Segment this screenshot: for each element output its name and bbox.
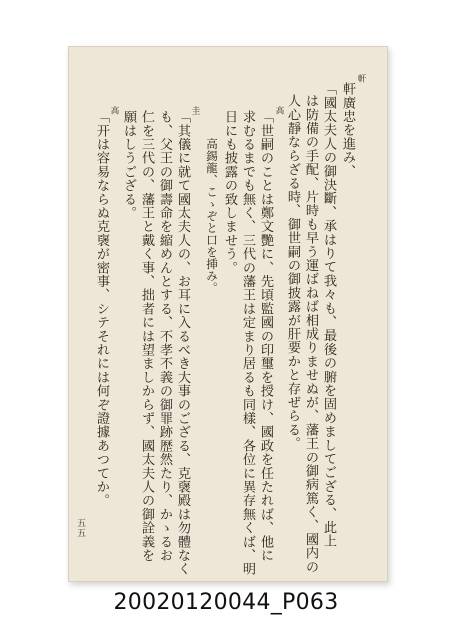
text-line-3: は防備の手配、片時も早う運ばねば相成りませぬが、藩王の御病篤く、國内の bbox=[303, 94, 318, 574]
speaker-tag: 軒 bbox=[356, 74, 366, 83]
text-line-1: 軒廣忠を進み、 bbox=[340, 82, 355, 178]
page-number: 五五 bbox=[75, 518, 85, 538]
text-line-11: 仁を三代の、藩王と戴く事、拙者には望ましからず、國太夫人の御詮義を bbox=[139, 110, 154, 563]
text-line-4: 人心靜ならざる時、御世嗣の御披露が肝要かと存ぜらる。 bbox=[285, 94, 300, 451]
text-line-8: 高錫龍、こゝぞと口を挿み。 bbox=[205, 138, 219, 294]
speaker-tag: 高 bbox=[274, 106, 284, 115]
text-line-12: 願はしうござる。 bbox=[121, 110, 136, 220]
text-line-5: 「世嗣のことは鄭文艷に、先頃監國の印璽を授け、國政を任たれば、他に bbox=[258, 110, 273, 563]
text-line-9: 「其儀に就て國太夫人の、お耳に入るべき大事のござる、克襃殿は勿體なく bbox=[175, 110, 190, 576]
text-line-2: 「國太夫人の御決斷、承はりて我々も、最後の腑を固めましてござる、此上 bbox=[321, 82, 336, 548]
book-page bbox=[68, 46, 388, 582]
speaker-tag: 高 bbox=[109, 106, 119, 115]
text-line-13: 「开は容易ならぬ克襃が密事、シテそれには何ぞ證據あつてか。 bbox=[94, 110, 109, 508]
text-line-6: 求むるまでも無く、三代の藩王は定まり居るも同樣、各位に異存無くば、明 bbox=[240, 110, 255, 576]
image-caption: 20020120044_P063 bbox=[113, 590, 339, 615]
text-line-10: も、父王の御壽命を縮めんとする、不孝不義の御罪跡歴然たり、かゝるお bbox=[157, 110, 172, 563]
text-line-7: 日にも披露の致しませう。 bbox=[222, 110, 237, 275]
speaker-tag: 圭 bbox=[190, 106, 200, 115]
